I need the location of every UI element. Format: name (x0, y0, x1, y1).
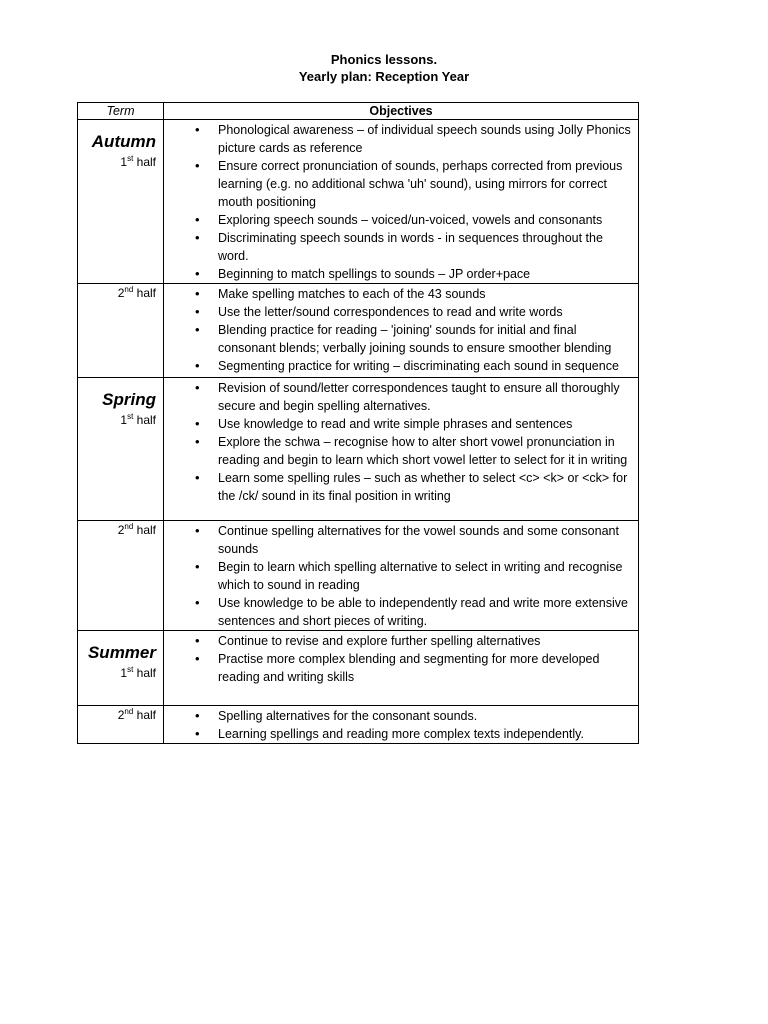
list-item: • Continue to revise and explore further spelling alternatives (164, 632, 638, 650)
half-number: 2 (117, 708, 125, 722)
list-item: • Discriminating speech sounds in words - in sequences throughout the word. (164, 229, 638, 265)
list-item: • Begin to learn which spelling alternative to select in writing and recognise which to sound in reading (164, 558, 638, 594)
half-label (78, 707, 156, 723)
season-name: Autumn (91, 132, 156, 151)
list-item: • Spelling alternatives for the consonant sounds. (164, 707, 638, 725)
header-term: Term (78, 103, 164, 120)
half-text: half (133, 708, 156, 722)
list-item: • Blending practice for reading – 'joining' sounds for initial and final consonant blends; verbally joining sounds to ensure smoother blending (164, 321, 638, 357)
table-row (78, 706, 639, 744)
half-label (78, 522, 156, 538)
half-number: 2 (117, 523, 125, 537)
half-text: half (133, 666, 156, 680)
half-text: half (133, 413, 156, 427)
list-item: • Learning spellings and reading more complex texts independently. (164, 725, 638, 743)
yearly-plan-table (77, 102, 639, 744)
list-item: • Use knowledge to be able to independently read and write more extensive sentences and short pieces of writing. (164, 594, 638, 630)
objectives-list (164, 632, 638, 686)
table-body (78, 120, 639, 744)
season-name: Summer (87, 643, 156, 662)
half-number: 2 (117, 286, 125, 300)
list-item: • Segmenting practice for writing – discriminating each sound in sequence (164, 357, 638, 375)
half-ordinal-suffix: nd (124, 522, 134, 531)
half-label (78, 285, 156, 301)
document-title: Phonics lessons. (330, 52, 438, 67)
objectives-list (164, 707, 638, 743)
half-ordinal-suffix: st (127, 412, 134, 421)
list-item: • Continue spelling alternatives for the vowel sounds and some consonant sounds (164, 522, 638, 558)
objectives-cell (164, 631, 639, 706)
objectives-cell (164, 120, 639, 284)
half-ordinal-suffix: nd (124, 285, 134, 294)
list-item: • Practise more complex blending and segmenting for more developed reading and writing skills (164, 650, 638, 686)
objectives-cell (164, 706, 639, 744)
list-item: • Learn some spelling rules – such as whether to select <c> <k> or <ck> for the /ck/ sound in its final position in writing (164, 469, 638, 505)
half-label (78, 412, 156, 428)
objectives-list (164, 522, 638, 630)
objectives-list (164, 379, 638, 505)
table-header-row (78, 103, 639, 120)
term-cell (78, 120, 164, 284)
table-row (78, 284, 639, 378)
half-text: half (133, 286, 156, 300)
list-item: • Explore the schwa – recognise how to alter short vowel pronunciation in reading and begin to learn which short vowel letter to select for it in writing (164, 433, 638, 469)
list-item: • Make spelling matches to each of the 43 sounds (164, 285, 638, 303)
half-ordinal-suffix: st (127, 154, 134, 163)
table-row (78, 631, 639, 706)
header-objectives: Objectives (164, 103, 639, 120)
list-item: • Exploring speech sounds – voiced/un-voiced, vowels and consonants (164, 211, 638, 229)
half-ordinal-suffix: st (127, 665, 134, 674)
list-item: • Ensure correct pronunciation of sounds, perhaps corrected from previous learning (e.g. no additional schwa 'uh' sound), using mirrors for correct mouth positioning (164, 157, 638, 211)
table-row (78, 120, 639, 284)
objectives-cell (164, 378, 639, 521)
list-item: • Use the letter/sound correspondences to read and write words (164, 303, 638, 321)
objectives-list (164, 285, 638, 375)
table-row (78, 378, 639, 521)
list-item: • Revision of sound/letter correspondences taught to ensure all thoroughly secure and begin spelling alternatives. (164, 379, 638, 415)
half-text: half (133, 155, 156, 169)
list-item: • Phonological awareness – of individual speech sounds using Jolly Phonics picture cards as reference (164, 121, 638, 157)
half-number: 1 (120, 666, 128, 680)
objectives-cell (164, 284, 639, 378)
half-number: 1 (120, 155, 128, 169)
term-cell (78, 706, 164, 744)
objectives-cell (164, 521, 639, 631)
term-cell (78, 378, 164, 521)
objectives-list (164, 121, 638, 283)
half-text: half (133, 523, 156, 537)
table-row (78, 521, 639, 631)
half-ordinal-suffix: nd (124, 707, 134, 716)
half-label (78, 665, 156, 681)
season-name: Spring (102, 390, 156, 409)
document-subtitle: Yearly plan: Reception Year (298, 69, 470, 84)
list-item: • Use knowledge to read and write simple phrases and sentences (164, 415, 638, 433)
term-cell (78, 284, 164, 378)
term-cell (78, 631, 164, 706)
half-number: 1 (120, 413, 128, 427)
term-cell (78, 521, 164, 631)
half-label (78, 154, 156, 170)
list-item: • Beginning to match spellings to sounds – JP order+pace (164, 265, 638, 283)
